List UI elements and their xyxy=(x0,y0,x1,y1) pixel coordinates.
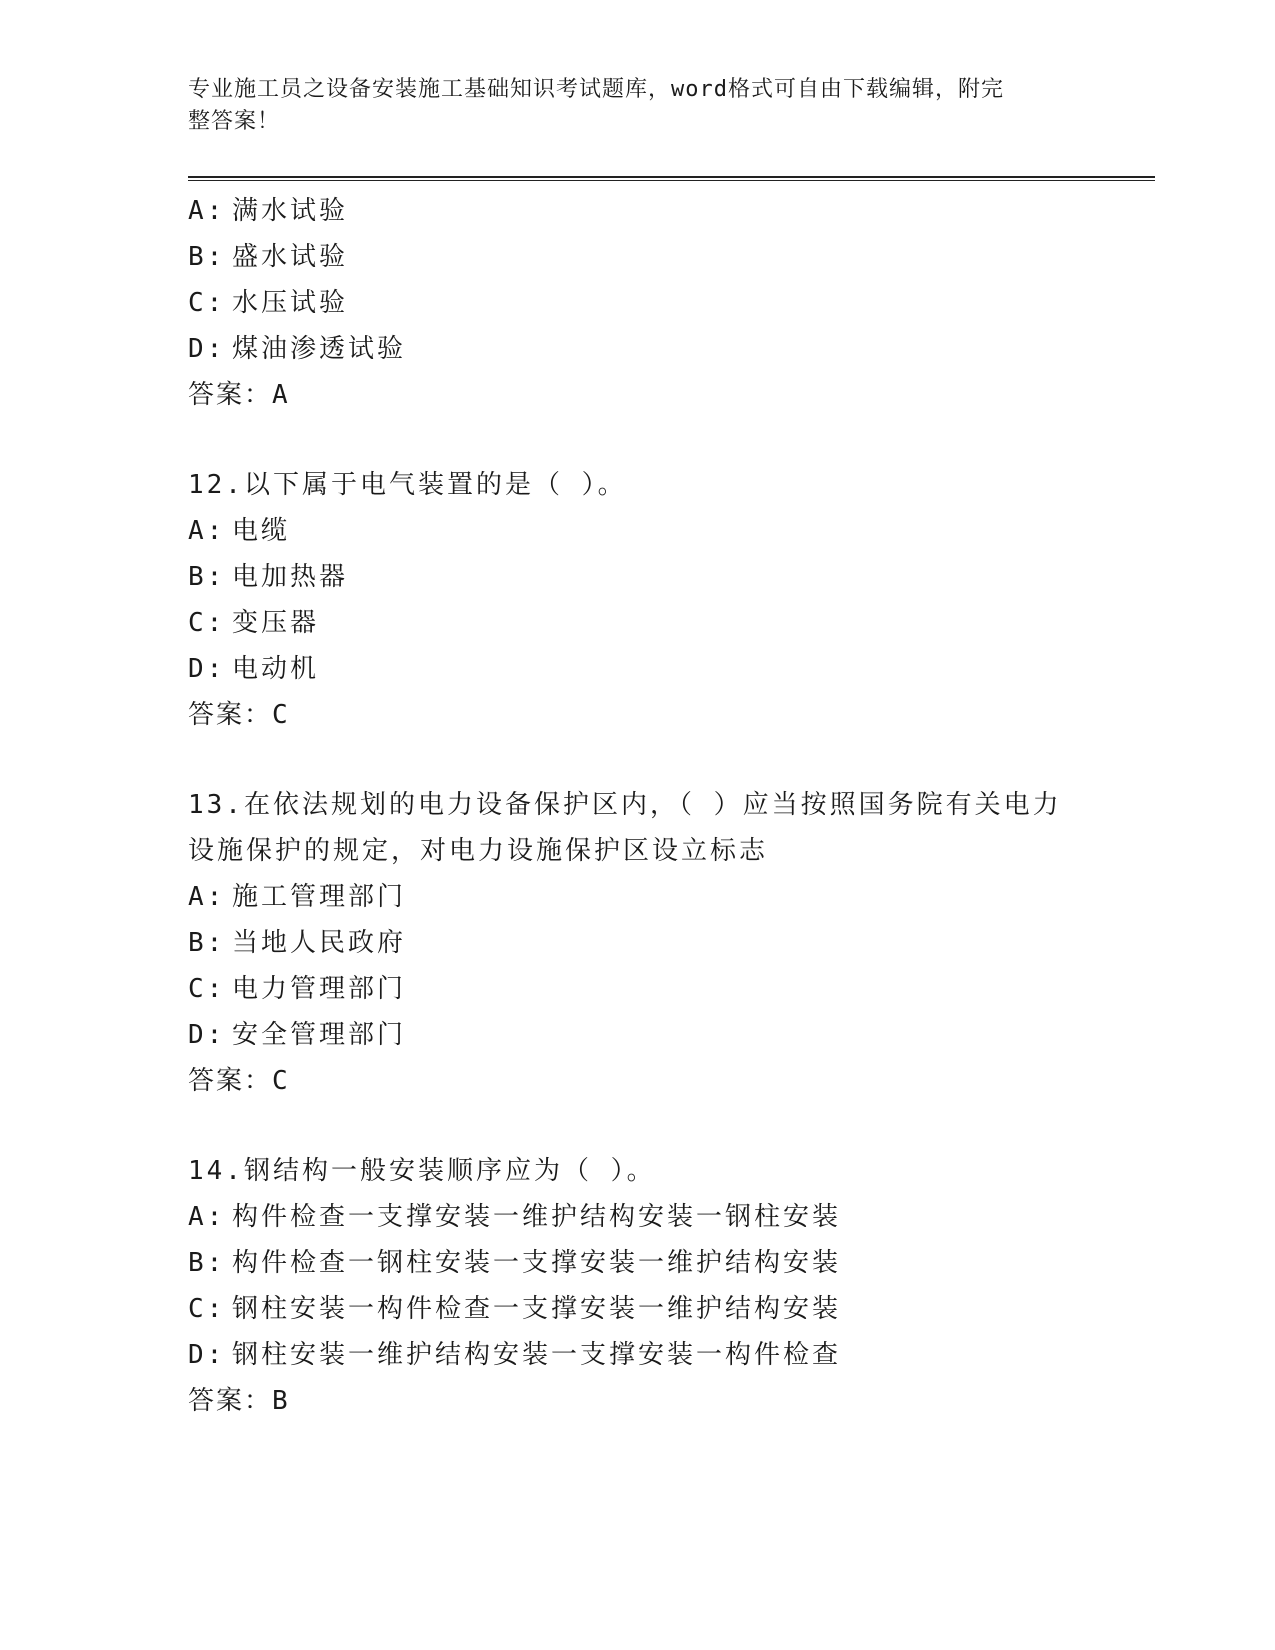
option-a xyxy=(188,874,1088,920)
option-prefix: D: xyxy=(188,654,226,684)
answer-value: B xyxy=(272,1386,290,1416)
question-text: 12.以下属于电气装置的是（ ）。 xyxy=(188,470,627,500)
answer-line xyxy=(188,372,1088,418)
answer-label: 答案： xyxy=(188,1386,273,1416)
question-block-13 xyxy=(188,782,1088,1104)
answer-value: A xyxy=(272,380,290,410)
option-text: 满水试验 xyxy=(232,196,349,226)
option-prefix: A: xyxy=(188,1202,226,1232)
option-text: 钢柱安装一构件检查一支撑安装一维护结构安装 xyxy=(232,1294,842,1324)
answer-line xyxy=(188,1058,1088,1104)
question-block-12 xyxy=(188,462,1088,738)
option-text: 构件检查一支撑安装一维护结构安装一钢柱安装 xyxy=(232,1202,842,1232)
option-prefix: D: xyxy=(188,1020,226,1050)
answer-label: 答案： xyxy=(188,1066,273,1096)
option-text: 煤油渗透试验 xyxy=(232,334,407,364)
option-text: 电动机 xyxy=(232,654,320,684)
document-body xyxy=(188,188,1088,1424)
option-text: 钢柱安装一维护结构安装一支撑安装一构件检查 xyxy=(232,1340,842,1370)
option-a xyxy=(188,188,1088,234)
option-c xyxy=(188,600,1088,646)
option-prefix: B: xyxy=(188,562,226,592)
header-divider xyxy=(188,176,1155,181)
option-prefix: A: xyxy=(188,516,226,546)
option-a xyxy=(188,508,1088,554)
option-c xyxy=(188,966,1088,1012)
option-text: 变压器 xyxy=(232,608,320,638)
option-prefix: C: xyxy=(188,1294,226,1324)
option-text: 构件检查一钢柱安装一支撑安装一维护结构安装 xyxy=(232,1248,842,1278)
option-text: 当地人民政府 xyxy=(232,928,407,958)
header-line-2: 整答案！ xyxy=(188,109,281,134)
option-text: 电缆 xyxy=(232,516,291,546)
option-a xyxy=(188,1194,1088,1240)
answer-value: C xyxy=(272,700,290,730)
option-b xyxy=(188,234,1088,280)
option-text: 电加热器 xyxy=(232,562,349,592)
option-c xyxy=(188,1286,1088,1332)
answer-line xyxy=(188,1378,1088,1424)
option-text: 水压试验 xyxy=(232,288,349,318)
answer-label: 答案： xyxy=(188,700,273,730)
option-c xyxy=(188,280,1088,326)
question-text: 14.钢结构一般安装顺序应为（ ）。 xyxy=(188,1156,656,1186)
option-prefix: D: xyxy=(188,1340,226,1370)
option-prefix: C: xyxy=(188,974,226,1004)
option-prefix: C: xyxy=(188,288,226,318)
option-text: 电力管理部门 xyxy=(232,974,407,1004)
question-text: 13.在依法规划的电力设备保护区内，（ ）应当按照国务院有关电力 xyxy=(188,790,1062,820)
answer-label: 答案： xyxy=(188,380,273,410)
option-prefix: C: xyxy=(188,608,226,638)
option-d xyxy=(188,326,1088,372)
answer-value: C xyxy=(272,1066,290,1096)
option-prefix: D: xyxy=(188,334,226,364)
question-block-14 xyxy=(188,1148,1088,1424)
header-line-1: 专业施工员之设备安装施工基础知识考试题库，word格式可自由下载编辑，附完 xyxy=(188,77,1004,102)
answer-line xyxy=(188,692,1088,738)
option-prefix: B: xyxy=(188,928,226,958)
option-text: 施工管理部门 xyxy=(232,882,407,912)
option-prefix: B: xyxy=(188,1248,226,1278)
option-text: 盛水试验 xyxy=(232,242,349,272)
option-d xyxy=(188,646,1088,692)
option-d xyxy=(188,1012,1088,1058)
option-prefix: A: xyxy=(188,882,226,912)
option-b xyxy=(188,1240,1088,1286)
question-text-continued: 设施保护的规定，对电力设施保护区设立标志 xyxy=(188,836,769,866)
option-prefix: A: xyxy=(188,196,226,226)
option-b xyxy=(188,554,1088,600)
question-block-prev xyxy=(188,188,1088,418)
option-b xyxy=(188,920,1088,966)
option-d xyxy=(188,1332,1088,1378)
document-header xyxy=(188,74,1068,138)
option-prefix: B: xyxy=(188,242,226,272)
option-text: 安全管理部门 xyxy=(232,1020,407,1050)
